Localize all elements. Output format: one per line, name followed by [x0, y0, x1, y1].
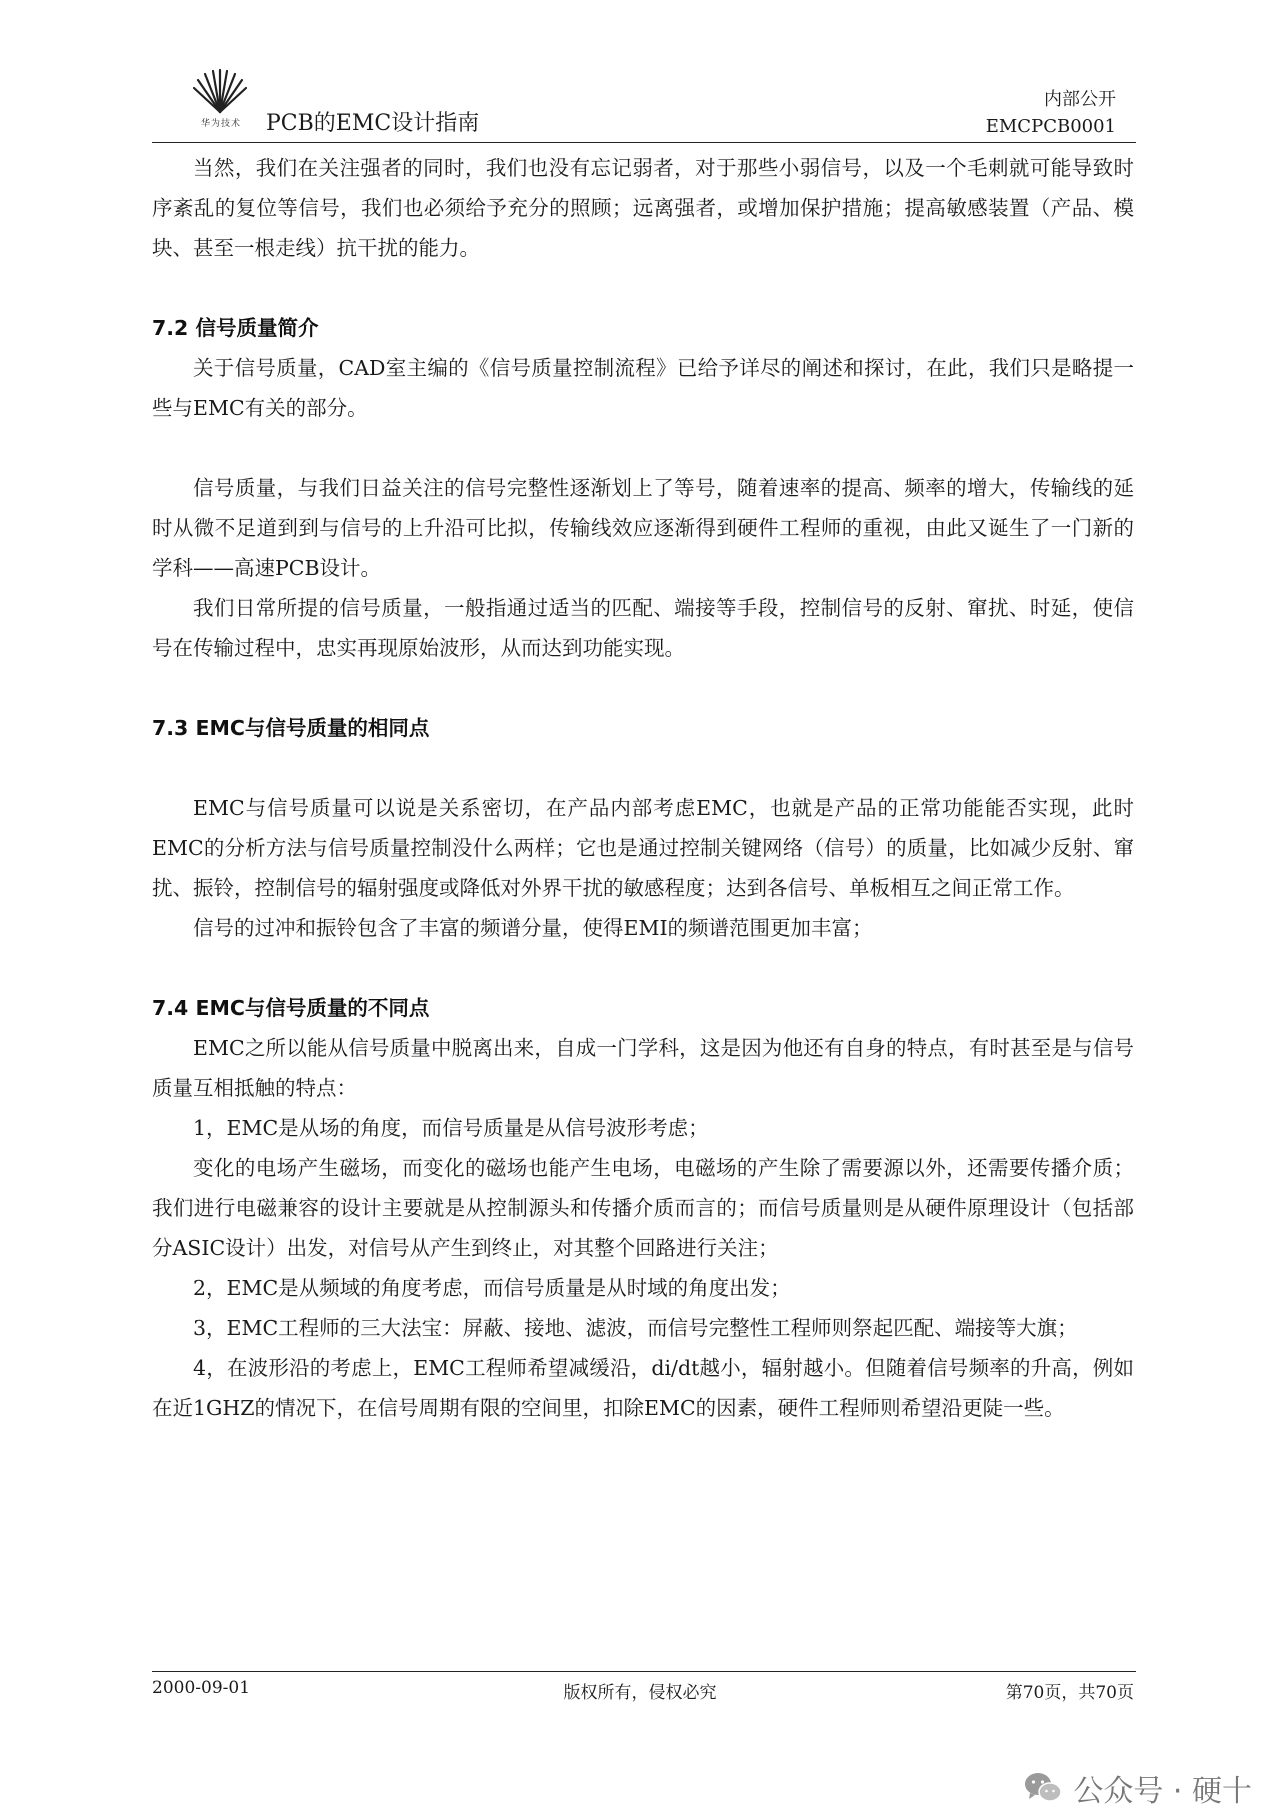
blank-line [152, 428, 1134, 468]
blank-line [152, 268, 1134, 308]
blank-line [152, 668, 1134, 708]
footer-page-number: 第70页，共70页 [1005, 1683, 1134, 1703]
paragraph: 变化的电场产生磁场，而变化的磁场也能产生电场，电磁场的产生除了需要源以外，还需要传播介质；我们进行电磁兼容的设计主要就是从控制源头和传播介质而言的；而信号质量则是从硬件原理设计（包括部分ASIC设计）出发，对信号从产生到终止，对其整个回路进行关注； [152, 1156, 1134, 1260]
footer-copyright: 版权所有，侵权必究 [563, 1683, 717, 1703]
paragraph: 当然，我们在关注强者的同时，我们也没有忘记弱者，对于那些小弱信号，以及一个毛刺就可能导致时序紊乱的复位等信号，我们也必须给予充分的照顾；远离强者，或增加保护措施；提高敏感装置（产品、模块、甚至一根走线）抗干扰的能力。 [152, 156, 1134, 260]
logo-caption: 华为技术 [200, 119, 241, 129]
section-heading: 7.2 信号质量简介 [152, 316, 319, 340]
document-title: PCB的EMC设计指南 [266, 111, 480, 136]
paragraph: 信号的过冲和振铃包含了丰富的频谱分量，使得EMI的频谱范围更加丰富； [193, 916, 873, 940]
paragraph: 4，在波形沿的考虑上，EMC工程师希望减缓沿，di/dt越小，辐射越小。但随着信号频率的升高，例如在近1GHZ的情况下，在信号周期有限的空间里，扣除EMC的因素，硬件工程师则希望沿更陡一些。 [152, 1356, 1134, 1420]
blank-line [152, 748, 1134, 788]
classification-label: 内部公开 [1044, 89, 1116, 110]
footer-divider [152, 1671, 1136, 1672]
document-body [152, 148, 1134, 1428]
paragraph: 关于信号质量，CAD室主编的《信号质量控制流程》已给予详尽的阐述和探讨，在此，我们只是略提一些与EMC有关的部分。 [152, 356, 1134, 420]
header-meta [986, 86, 1116, 140]
wechat-icon [1023, 1771, 1063, 1805]
paragraph: 我们日常所提的信号质量，一般指通过适当的匹配、端接等手段，控制信号的反射、窜扰、时延，使信号在传输过程中，忠实再现原始波形，从而达到功能实现。 [152, 596, 1134, 660]
paragraph: 2，EMC是从频域的角度考虑，而信号质量是从时域的角度出发； [193, 1276, 791, 1300]
document-number: EMCPCB0001 [985, 116, 1116, 137]
section-heading: 7.4 EMC与信号质量的不同点 [152, 996, 430, 1020]
header-divider [152, 142, 1136, 143]
paragraph: EMC与信号质量可以说是关系密切，在产品内部考虑EMC，也就是产品的正常功能能否实现，此时EMC的分析方法与信号质量控制没什么两样；它也是通过控制关键网络（信号）的质量，比如减少反射、窜扰、振铃，控制信号的辐射强度或降低对外界干扰的敏感程度；达到各信号、单板相互之间正常工作。 [152, 796, 1134, 900]
blank-line [152, 948, 1134, 988]
paragraph: 1，EMC是从场的角度，而信号质量是从信号波形考虑； [193, 1116, 709, 1140]
watermark-text: 公众号 · 硬十 [1073, 1774, 1252, 1809]
paragraph: 3，EMC工程师的三大法宝：屏蔽、接地、滤波，而信号完整性工程师则祭起匹配、端接等大旗； [193, 1316, 1078, 1340]
watermark [1023, 1766, 1252, 1810]
section-heading: 7.3 EMC与信号质量的相同点 [152, 716, 430, 740]
paragraph: 信号质量，与我们日益关注的信号完整性逐渐划上了等号，随着速率的提高、频率的增大，传输线的延时从微不足道到到与信号的上升沿可比拟，传输线效应逐渐得到硬件工程师的重视，由此又诞生了一门新的学科——高速PCB设计。 [152, 476, 1134, 580]
footer-date: 2000-09-01 [152, 1678, 251, 1698]
paragraph: EMC之所以能从信号质量中脱离出来，自成一门学科，这是因为他还有自身的特点，有时甚至是与信号质量互相抵触的特点： [152, 1036, 1134, 1100]
